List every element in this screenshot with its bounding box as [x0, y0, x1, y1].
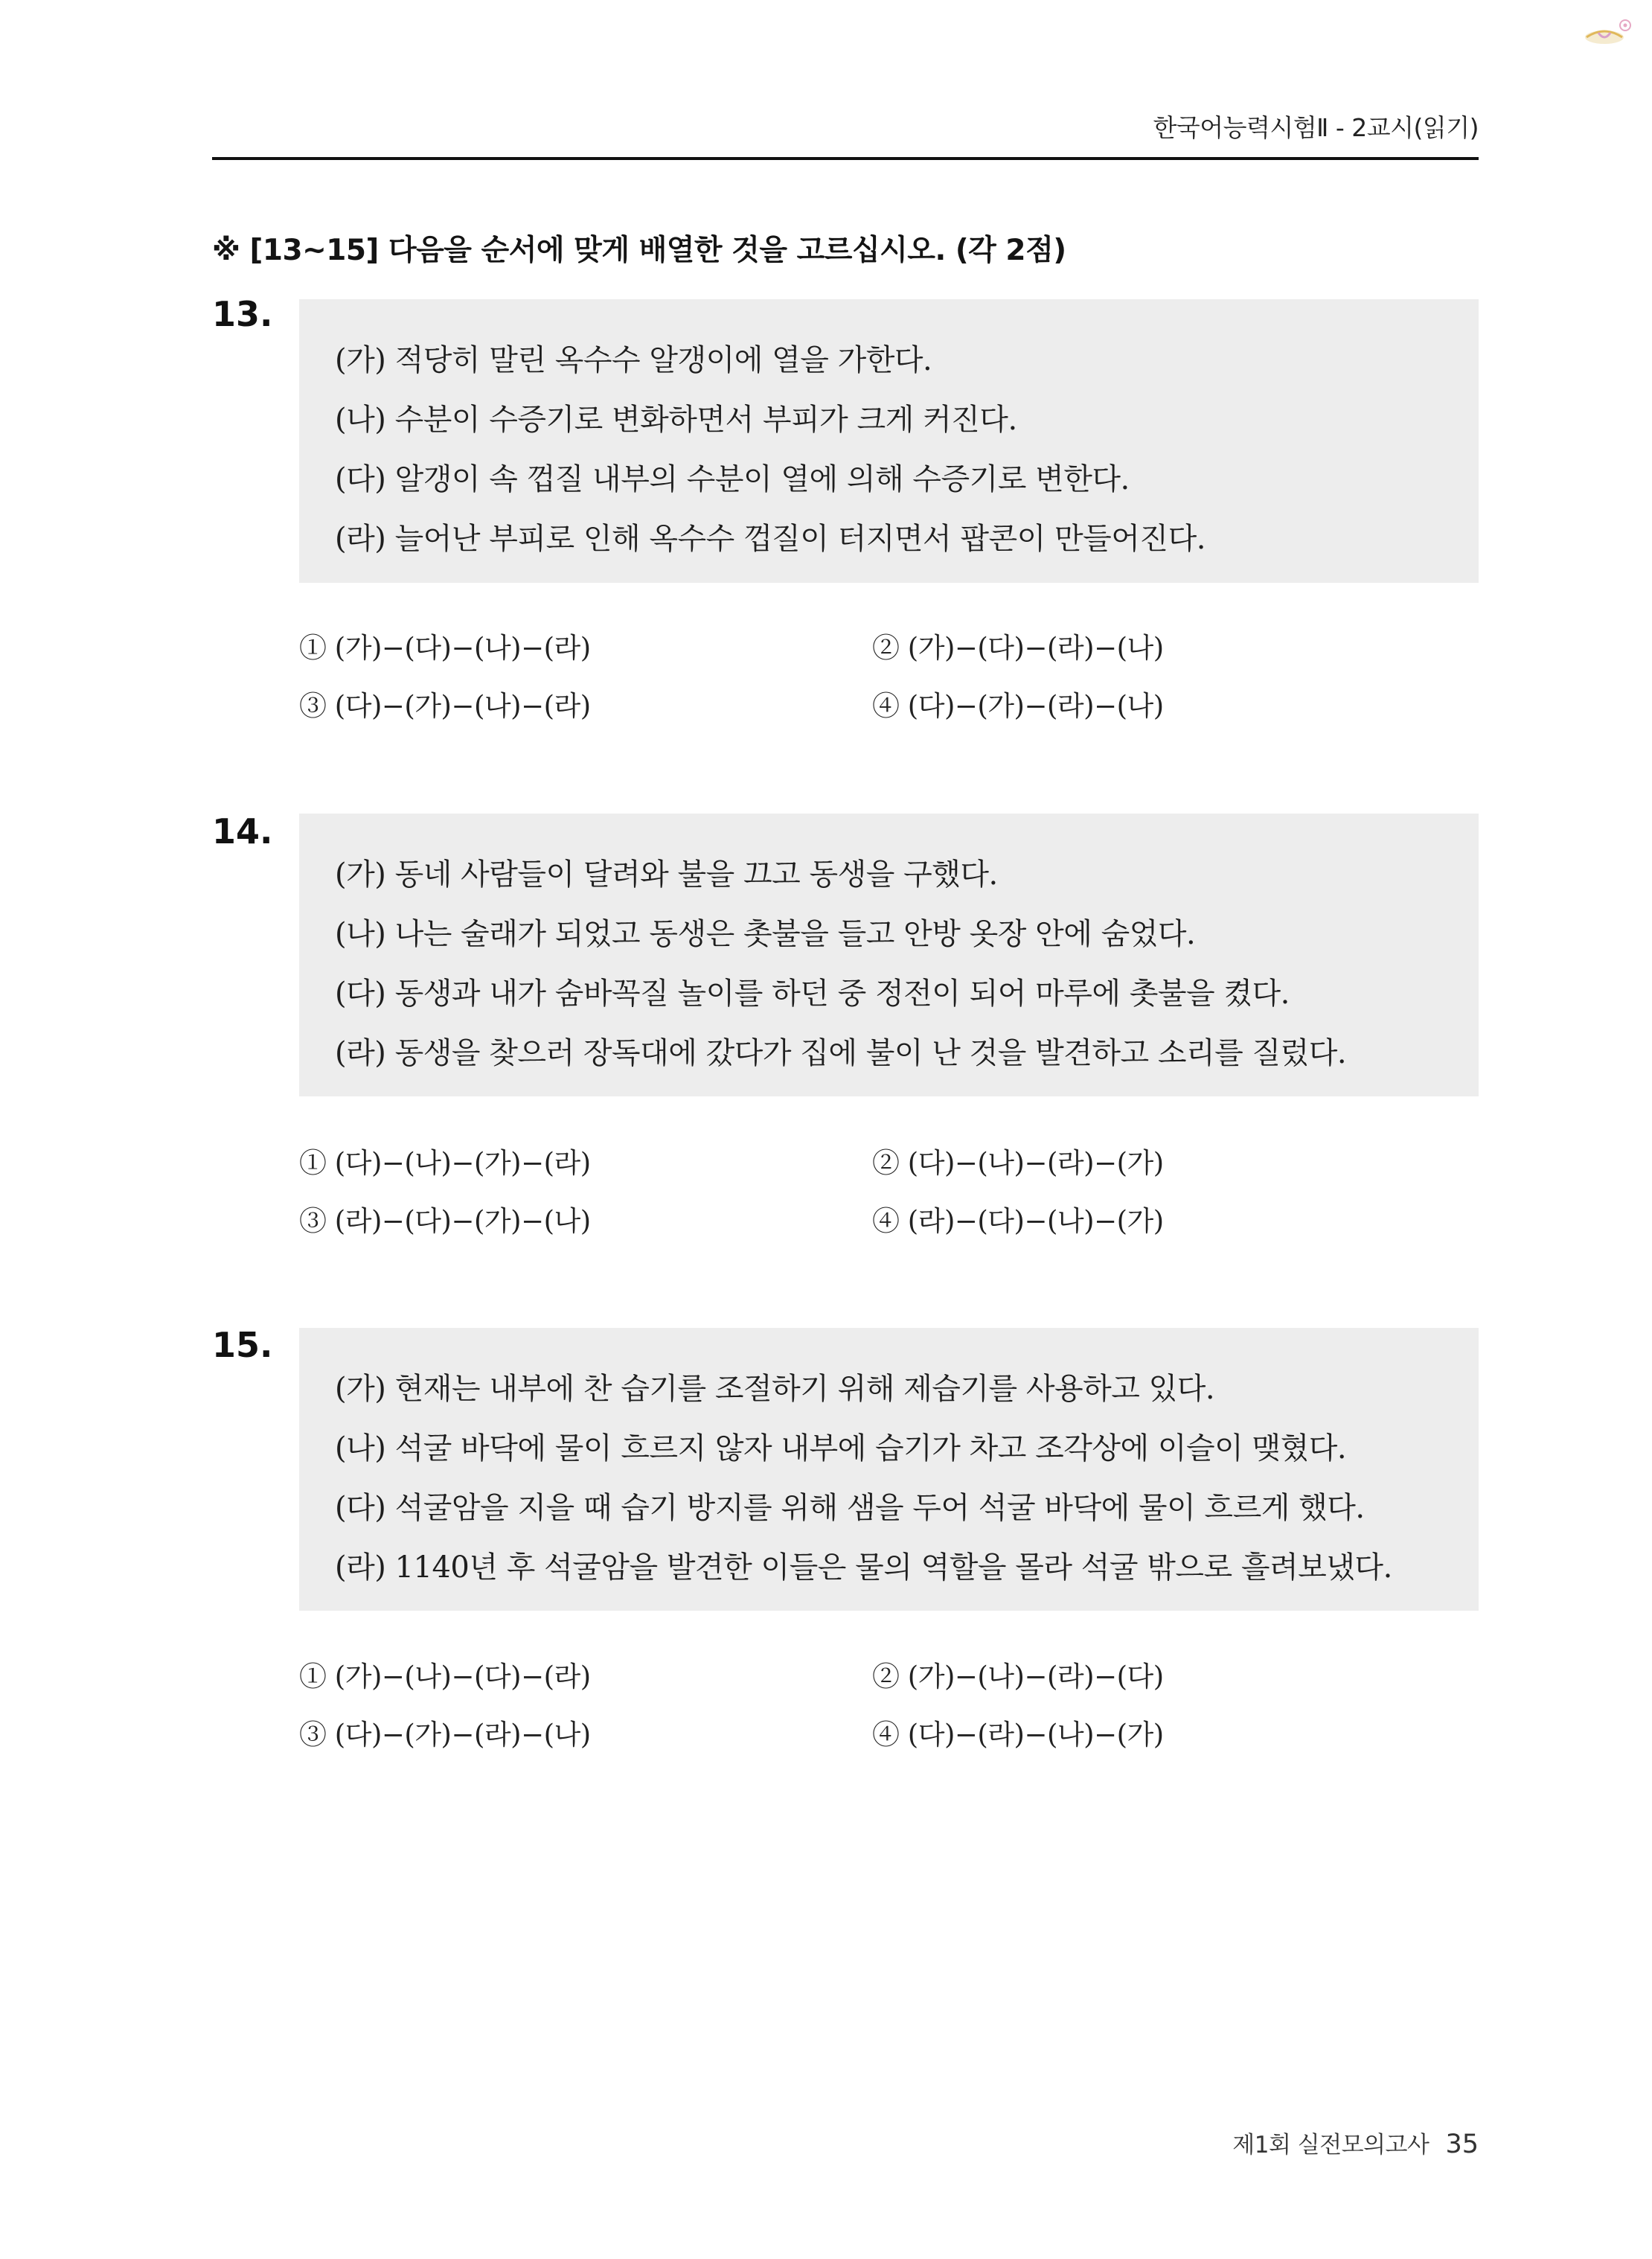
- passage-sentence: (다) 동생과 내가 숨바꼭질 놀이를 하던 중 정전이 되어 마루에 촛불을 켰다.: [335, 977, 1290, 1011]
- question-number: 14.: [212, 811, 273, 851]
- passage-sentence: (라) 늘어난 부피로 인해 옥수수 껍질이 터지면서 팝콘이 만들어진다.: [335, 522, 1206, 556]
- question-passage-box: [299, 299, 1479, 583]
- section-instruction: ※ [13~15] 다음을 순서에 맞게 배열한 것을 고르십시오. (각 2점): [212, 234, 1066, 267]
- answer-option[interactable]: ③ (다)−(가)−(나)−(라): [299, 690, 591, 722]
- answer-option[interactable]: ② (가)−(나)−(라)−(다): [872, 1661, 1164, 1693]
- question-number: 13.: [212, 294, 273, 334]
- answer-option[interactable]: ② (다)−(나)−(라)−(가): [872, 1147, 1164, 1179]
- answer-option[interactable]: ① (가)−(나)−(다)−(라): [299, 1661, 591, 1693]
- answer-option[interactable]: ② (가)−(다)−(라)−(나): [872, 632, 1164, 664]
- answer-option[interactable]: ④ (다)−(라)−(나)−(가): [872, 1719, 1164, 1751]
- passage-sentence: (다) 알갱이 속 껍질 내부의 수분이 열에 의해 수증기로 변한다.: [335, 462, 1130, 496]
- question-passage-box: [299, 1328, 1479, 1611]
- passage-sentence: (나) 수분이 수증기로 변화하면서 부피가 크게 커진다.: [335, 403, 1017, 437]
- footer-label: 제1회 실전모의고사: [1232, 2132, 1430, 2159]
- passage-sentence: (가) 적당히 말린 옥수수 알갱이에 열을 가한다.: [335, 343, 932, 377]
- header-divider: [212, 157, 1479, 160]
- corner-logo-icon: [1576, 15, 1636, 52]
- question-passage-box: [299, 814, 1479, 1096]
- passage-sentence: (가) 동네 사람들이 달려와 불을 끄고 동생을 구했다.: [335, 857, 998, 892]
- answer-option[interactable]: ④ (라)−(다)−(나)−(가): [872, 1205, 1164, 1237]
- passage-sentence: (나) 석굴 바닥에 물이 흐르지 않자 내부에 습기가 차고 조각상에 이슬이 맺혔다.: [335, 1431, 1347, 1466]
- answer-option[interactable]: ③ (다)−(가)−(라)−(나): [299, 1719, 591, 1751]
- answer-option[interactable]: ③ (라)−(다)−(가)−(나): [299, 1205, 591, 1237]
- exam-header-title: 한국어능력시험Ⅱ - 2교시(읽기): [1153, 113, 1479, 142]
- answer-option[interactable]: ① (다)−(나)−(가)−(라): [299, 1147, 591, 1179]
- page-footer: [1232, 2126, 1479, 2159]
- passage-sentence: (나) 나는 술래가 되었고 동생은 촛불을 들고 안방 옷장 안에 숨었다.: [335, 917, 1196, 951]
- passage-sentence: (다) 석굴암을 지을 때 습기 방지를 위해 샘을 두어 석굴 바닥에 물이 흐르게 했다.: [335, 1491, 1365, 1525]
- passage-sentence: (가) 현재는 내부에 찬 습기를 조절하기 위해 제습기를 사용하고 있다.: [335, 1372, 1215, 1406]
- page-number: 35: [1445, 2129, 1479, 2159]
- answer-option[interactable]: ① (가)−(다)−(나)−(라): [299, 632, 591, 664]
- passage-sentence: (라) 동생을 찾으러 장독대에 갔다가 집에 불이 난 것을 발견하고 소리를 질렀다.: [335, 1036, 1347, 1070]
- question-number: 15.: [212, 1325, 273, 1365]
- answer-option[interactable]: ④ (다)−(가)−(라)−(나): [872, 690, 1164, 722]
- passage-sentence: (라) 1140년 후 석굴암을 발견한 이들은 물의 역할을 몰라 석굴 밖으로 흘려보냈다.: [335, 1550, 1392, 1585]
